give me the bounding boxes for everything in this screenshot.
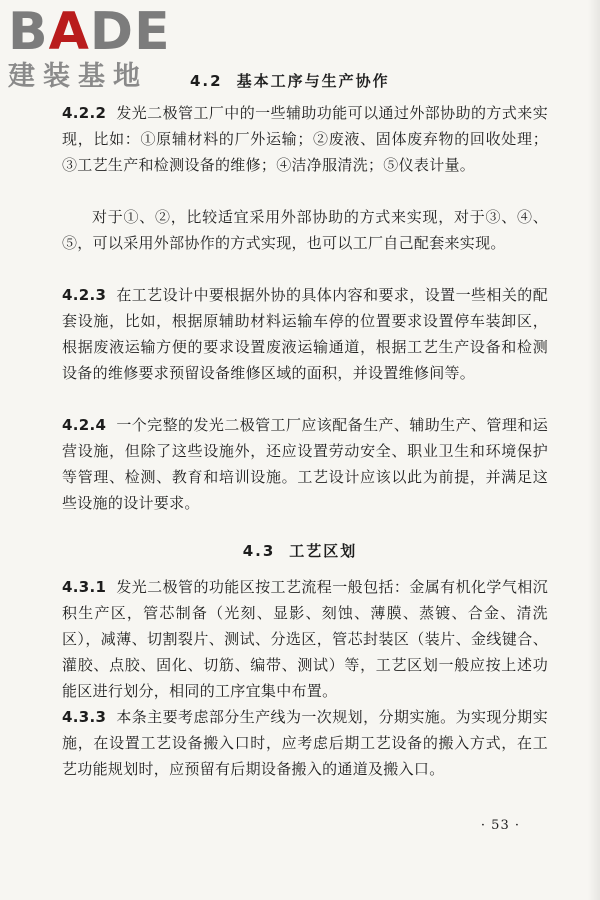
clause-text: 对于①、②，比较适宜采用外部协助的方式来实现，对于③、④、⑤，可以采用外部协作的方式实现，也可以工厂自己配套来实现。	[62, 208, 548, 252]
logo-letter: E	[134, 2, 171, 62]
page-number: · 53 ·	[480, 818, 520, 833]
section-title-text: 基本工序与生产协作	[236, 72, 390, 90]
clause-number: 4.2.4	[62, 416, 107, 434]
clause-paragraph	[62, 100, 548, 178]
logo-letter-accent: A	[48, 2, 90, 62]
section-number: 4.3	[242, 542, 276, 560]
clause-text: 本条主要考虑部分生产线为一次规划，分期实施。为实现分期实施，在设置工艺设备搬入口时，应考虑后期工艺设备的搬入方式，在工艺功能规划时，应预留有后期设备搬入的通道及搬入口。	[62, 708, 548, 778]
clause-text: 一个完整的发光二极管工厂应该配备生产、辅助生产、管理和运营设施，但除了这些设施外，还应设置劳动安全、职业卫生和环境保护等管理、检测、教育和培训设施。工艺设计应该以此为前提，并满足这些设施的设计要求。	[62, 416, 548, 512]
clause-paragraph	[62, 282, 548, 386]
clause-number: 4.3.1	[62, 578, 107, 596]
section-heading	[0, 540, 600, 561]
logo-wordmark	[8, 2, 183, 62]
section-title-text: 工艺区划	[289, 542, 358, 560]
clause-continuation-paragraph	[62, 204, 548, 256]
clause-number: 4.2.2	[62, 104, 107, 122]
clause-number: 4.3.3	[62, 708, 107, 726]
clause-paragraph	[62, 574, 548, 704]
clause-number: 4.2.3	[62, 286, 107, 304]
clause-text: 发光二极管工厂中的一些辅助功能可以通过外部协助的方式来实现，比如：①原辅材料的厂外运输；②废液、固体废弃物的回收处理；③工艺生产和检测设备的维修；④洁净服清洗；⑤仪表计量。	[62, 104, 548, 174]
section-number: 4.2	[190, 72, 223, 90]
page-edge-shadow	[588, 0, 600, 900]
logo-letter: D	[89, 2, 135, 62]
clause-text: 发光二极管的功能区按工艺流程一般包括：金属有机化学气相沉积生产区，管芯制备（光刻、显影、刻蚀、薄膜、蒸镀、合金、清洗区），减薄、切割裂片、测试、分选区，管芯封装区（装片、金线键合、灌胶、点胶、固化、切筋、编带、测试）等，工艺区划一般应按上述功能区进行划分，相同的工序宜集中布置。	[62, 578, 548, 700]
clause-paragraph	[62, 704, 548, 782]
section-heading	[190, 70, 390, 91]
logo-tagline: 建装基地	[8, 61, 148, 92]
clause-paragraph	[62, 412, 548, 516]
logo-letter: B	[8, 2, 49, 62]
watermark-logo	[8, 2, 183, 92]
clause-text: 在工艺设计中要根据外协的具体内容和要求，设置一些相关的配套设施，比如，根据原辅助材料运输车停的位置要求设置停车装卸区，根据废液运输方便的要求设置废液运输通道，根据工艺生产设备和检测设备的维修要求预留设备维修区域的面积，并设置维修间等。	[62, 286, 548, 382]
